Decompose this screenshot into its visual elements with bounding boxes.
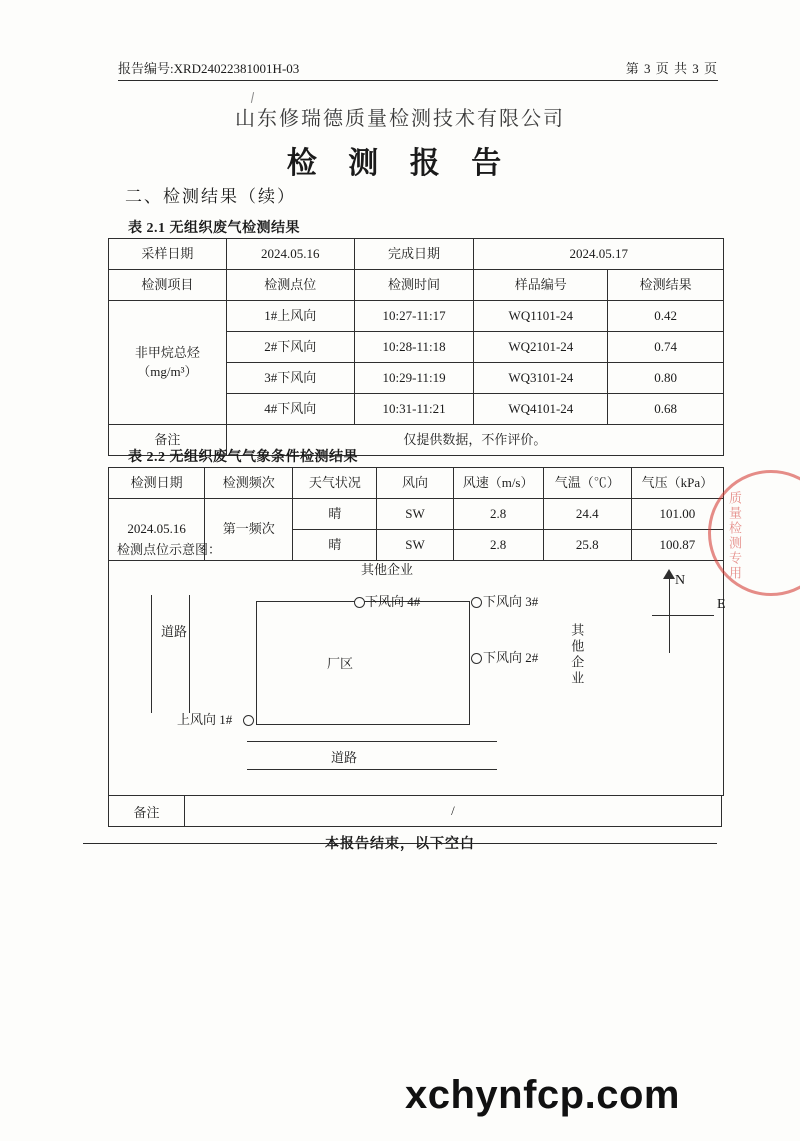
pressure-value: 100.87 <box>631 530 723 561</box>
compass-east-label: E <box>717 597 726 612</box>
table-header-row <box>109 468 724 499</box>
point-label-2: 下风向 2# <box>483 650 539 665</box>
sample-no-value: WQ2101-24 <box>474 332 608 363</box>
wind-dir-value: SW <box>377 530 453 561</box>
table-header-row <box>109 270 724 301</box>
compass-north-label: N <box>675 573 686 588</box>
section-title: 二、检测结果（续） <box>125 187 296 206</box>
weather-value: 晴 <box>293 499 377 530</box>
bottom-remark-label: 备注 <box>109 796 185 827</box>
sample-date-value: 2024.05.16 <box>226 239 354 270</box>
table-row <box>109 796 722 827</box>
col-sample-no: 样品编号 <box>474 270 608 301</box>
document-header <box>118 58 718 77</box>
item-name-line2: （mg/m³） <box>137 363 198 379</box>
monitoring-point-diagram <box>108 533 724 796</box>
road-bottom-label: 道路 <box>331 750 358 765</box>
sample-no-value: WQ4101-24 <box>474 394 608 425</box>
finish-date-label: 完成日期 <box>354 239 474 270</box>
sample-no-value: WQ3101-24 <box>474 363 608 394</box>
col-date: 检测日期 <box>109 468 205 499</box>
col-frequency: 检测频次 <box>205 468 293 499</box>
road-left-line-2 <box>189 595 190 713</box>
weather-value: 晴 <box>293 530 377 561</box>
page-title: 检 测 报 告 <box>286 147 514 180</box>
result-value: 0.42 <box>608 301 724 332</box>
bottom-remark-value: / <box>184 796 721 827</box>
point-label-3: 下风向 3# <box>483 594 539 609</box>
road-left-label: 道路 <box>161 624 188 639</box>
plant-area-label: 厂区 <box>327 656 354 671</box>
watermark: xchynfcp.com <box>405 1073 680 1117</box>
date-value: 2024.05.16 <box>109 499 205 561</box>
point-marker-3 <box>471 597 482 608</box>
report-number: 报告编号:XRD24022381001H-03 <box>118 61 300 76</box>
compass-horizontal-axis <box>652 615 714 616</box>
item-name-line1: 非甲烷总烃 <box>134 344 200 360</box>
point-label-1: 上风向 1# <box>177 712 233 727</box>
wind-speed-value: 2.8 <box>453 499 543 530</box>
table-row <box>109 499 724 530</box>
end-divider <box>83 843 717 844</box>
diagram-label: 检测点位示意图： <box>117 542 222 557</box>
point-marker-4 <box>354 597 365 608</box>
col-weather: 天气状况 <box>293 468 377 499</box>
point-value: 4#下风向 <box>226 394 354 425</box>
time-value: 10:29-11:19 <box>354 363 474 394</box>
table-row <box>109 239 724 270</box>
frequency-value: 第一频次 <box>205 499 293 561</box>
temperature-value: 25.8 <box>543 530 631 561</box>
road-bottom-line-1 <box>247 741 497 742</box>
point-value: 1#上风向 <box>226 301 354 332</box>
compass-north-arrow-icon <box>663 569 675 579</box>
road-left-line-1 <box>151 595 152 713</box>
stamp-text: 质量检测专用 <box>727 491 742 581</box>
point-label-4: 下风向 4# <box>365 594 421 609</box>
col-time: 检测时间 <box>354 270 474 301</box>
sample-date-label: 采样日期 <box>109 239 227 270</box>
table-row <box>109 301 724 332</box>
table-22-caption: 表 2.2 无组织废气气象条件检测结果 <box>128 450 358 465</box>
result-value: 0.68 <box>608 394 724 425</box>
col-temperature: 气温（℃） <box>543 468 631 499</box>
wind-speed-value: 2.8 <box>453 530 543 561</box>
wind-dir-value: SW <box>377 499 453 530</box>
end-note: 本报告结束，以下空白 <box>325 837 475 852</box>
col-point: 检测点位 <box>226 270 354 301</box>
page-indicator: 第 3 页 共 3 页 <box>625 61 718 76</box>
finish-date-value: 2024.05.17 <box>474 239 724 270</box>
company-name: 山东修瑞德质量检测技术有限公司 <box>235 108 565 130</box>
pressure-value: 101.00 <box>631 499 723 530</box>
result-value: 0.80 <box>608 363 724 394</box>
time-value: 10:27-11:17 <box>354 301 474 332</box>
point-value: 3#下风向 <box>226 363 354 394</box>
point-value: 2#下风向 <box>226 332 354 363</box>
road-bottom-line-2 <box>247 769 497 770</box>
point-marker-2 <box>471 653 482 664</box>
bottom-remark-table <box>108 795 722 827</box>
table-21 <box>108 238 724 456</box>
result-value: 0.74 <box>608 332 724 363</box>
col-wind-dir: 风向 <box>377 468 453 499</box>
time-value: 10:31-11:21 <box>354 394 474 425</box>
col-wind-speed: 风速（m/s） <box>453 468 543 499</box>
temperature-value: 24.4 <box>543 499 631 530</box>
remark-value: 仅提供数据，不作评价。 <box>226 425 723 456</box>
col-result: 检测结果 <box>608 270 724 301</box>
remark-label: 备注 <box>109 425 227 456</box>
point-marker-1 <box>243 715 254 726</box>
plant-area-rect <box>256 601 470 725</box>
col-item: 检测项目 <box>109 270 227 301</box>
other-company-top-label: 其他企业 <box>361 562 414 577</box>
col-pressure: 气压（kPa） <box>631 468 723 499</box>
item-name <box>109 301 227 425</box>
other-company-right-label: 其他企业 <box>569 623 585 687</box>
table-21-caption: 表 2.1 无组织废气检测结果 <box>128 221 300 236</box>
sample-no-value: WQ1101-24 <box>474 301 608 332</box>
header-divider <box>118 80 718 81</box>
time-value: 10:28-11:18 <box>354 332 474 363</box>
